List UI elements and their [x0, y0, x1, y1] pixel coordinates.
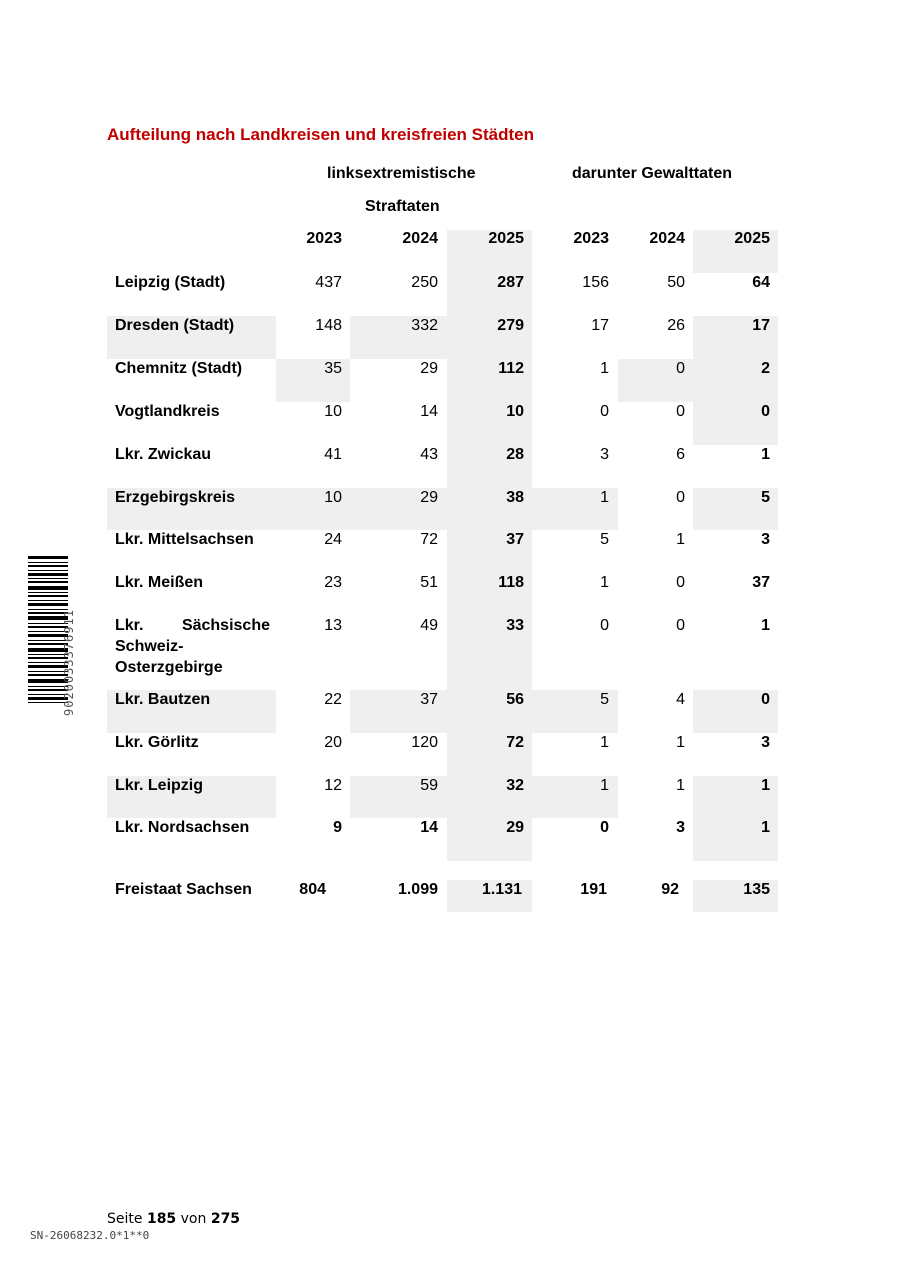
cell-value: 0	[676, 489, 685, 506]
row-name-line3: Osterzgebirge	[115, 659, 223, 676]
row-name: Lkr. Leipzig	[115, 777, 204, 794]
cell-value: 17	[591, 317, 609, 334]
cell-value: 41	[324, 446, 342, 463]
cell-value: 5	[600, 531, 609, 548]
cell-value: 287	[497, 274, 524, 291]
total-row-name: Freistaat Sachsen	[115, 881, 252, 898]
cell-value: 3	[676, 819, 685, 836]
cell-value: 24	[324, 531, 342, 548]
cell-value: 3	[761, 734, 770, 751]
cell-value: 29	[420, 360, 438, 377]
row-name: Leipzig (Stadt)	[115, 274, 226, 291]
cell-value: 72	[420, 531, 438, 548]
cell-value: 1	[676, 734, 685, 751]
cell-value: 35	[324, 360, 342, 377]
cell-value: 37	[506, 531, 524, 548]
total-cell-value: 804	[299, 881, 326, 898]
total-cell-value: 1.099	[397, 881, 438, 898]
cell-value: 13	[324, 617, 342, 634]
year-header: 2025	[488, 230, 524, 247]
cell-value: 0	[676, 617, 685, 634]
cell-value: 250	[411, 274, 438, 291]
cell-value: 9	[333, 819, 342, 836]
cell-value: 5	[761, 489, 770, 506]
cell-value: 279	[497, 317, 524, 334]
header-group2: darunter Gewalttaten	[572, 165, 733, 182]
header-group1-line1: linksextremistische	[327, 165, 476, 182]
cell-value: 10	[506, 403, 524, 420]
cell-value: 1	[676, 531, 685, 548]
footer-page-total: 275	[210, 1211, 241, 1227]
cell-value: 10	[324, 489, 342, 506]
cell-value: 10	[324, 403, 342, 420]
cell-value: 1	[600, 777, 609, 794]
cell-value: 332	[411, 317, 438, 334]
cell-value: 156	[582, 274, 609, 291]
cell-value: 3	[600, 446, 609, 463]
footer-middle: von	[180, 1211, 207, 1227]
cell-value: 1	[600, 574, 609, 591]
total-cell-value: 1.131	[481, 881, 522, 898]
barcode	[28, 556, 78, 721]
cell-value: 1	[600, 489, 609, 506]
cell-value: 118	[498, 574, 524, 591]
cell-value: 1	[600, 734, 609, 751]
cell-value: 6	[676, 446, 685, 463]
cell-value: 23	[324, 574, 342, 591]
cell-value: 1	[676, 777, 685, 794]
cell-value: 148	[315, 317, 342, 334]
cell-value: 0	[676, 360, 685, 377]
cell-value: 0	[600, 617, 609, 634]
footer-prefix: Seite	[107, 1211, 143, 1227]
cell-value: 120	[411, 734, 438, 751]
cell-value: 32	[506, 777, 524, 794]
cell-value: 0	[761, 691, 770, 708]
document-code: SN-26068232.0*1**0	[30, 1229, 150, 1242]
cell-value: 1	[761, 446, 770, 463]
total-cell-value: 92	[661, 881, 679, 898]
cell-value: 112	[498, 360, 524, 377]
cell-value: 43	[420, 446, 438, 463]
header-group1-line2: Straftaten	[365, 198, 440, 215]
cell-value: 1	[761, 777, 770, 794]
cell-value: 1	[761, 617, 770, 634]
cell-value: 17	[752, 317, 770, 334]
cell-value: 0	[600, 819, 609, 836]
row-name-line1: Lkr. Sächsische	[115, 617, 270, 634]
cell-value: 1	[600, 360, 609, 377]
cell-value: 14	[420, 403, 438, 420]
total-cell-value: 191	[580, 881, 607, 898]
cell-value: 5	[600, 691, 609, 708]
cell-value: 33	[506, 617, 524, 634]
page-footer	[107, 1211, 240, 1227]
cell-value: 50	[667, 274, 685, 291]
row-name: Lkr. Nordsachsen	[115, 819, 250, 836]
section-title: Aufteilung nach Landkreisen und kreisfreien Städten	[107, 125, 534, 144]
total-cell-value: 135	[743, 881, 770, 898]
row-name: Lkr. Mittelsachsen	[115, 531, 254, 548]
cell-value: 29	[420, 489, 438, 506]
cell-value: 14	[420, 819, 438, 836]
cell-value: 0	[676, 403, 685, 420]
row-name: Vogtlandkreis	[115, 403, 220, 420]
cell-value: 0	[761, 403, 770, 420]
cell-value: 22	[324, 691, 342, 708]
cell-value: 38	[506, 489, 524, 506]
year-header: 2024	[649, 230, 685, 247]
cell-value: 1	[761, 819, 770, 836]
row-name: Lkr. Bautzen	[115, 691, 211, 708]
cell-value: 49	[420, 617, 438, 634]
cell-value: 59	[420, 777, 438, 794]
cell-value: 64	[752, 274, 770, 291]
cell-value: 20	[324, 734, 342, 751]
row-name: Lkr. Zwickau	[115, 446, 212, 463]
cell-value: 3	[761, 531, 770, 548]
row-name: Lkr. Görlitz	[115, 734, 199, 751]
cell-value: 12	[324, 777, 342, 794]
row-name: Chemnitz (Stadt)	[115, 360, 243, 377]
cell-value: 37	[420, 691, 438, 708]
year-header: 2025	[734, 230, 770, 247]
barcode-text: 9020033376911	[62, 609, 76, 716]
cell-value: 437	[315, 274, 342, 291]
row-name: Erzgebirgskreis	[115, 489, 236, 506]
row-name-line2: Schweiz-	[115, 638, 184, 655]
cell-value: 29	[506, 819, 524, 836]
cell-value: 2	[761, 360, 770, 377]
year-header: 2023	[306, 230, 342, 247]
year-header: 2024	[402, 230, 438, 247]
cell-value: 0	[676, 574, 685, 591]
cell-value: 26	[667, 317, 685, 334]
cell-value: 28	[506, 446, 524, 463]
cell-value: 51	[420, 574, 438, 591]
year-header: 2023	[573, 230, 609, 247]
cell-value: 0	[600, 403, 609, 420]
cell-value: 37	[752, 574, 770, 591]
cell-value: 4	[676, 691, 685, 708]
cell-value: 72	[506, 734, 524, 751]
row-name: Lkr. Meißen	[115, 574, 204, 591]
cell-value: 56	[506, 691, 524, 708]
footer-page-number: 185	[146, 1211, 177, 1227]
row-name: Dresden (Stadt)	[115, 317, 235, 334]
